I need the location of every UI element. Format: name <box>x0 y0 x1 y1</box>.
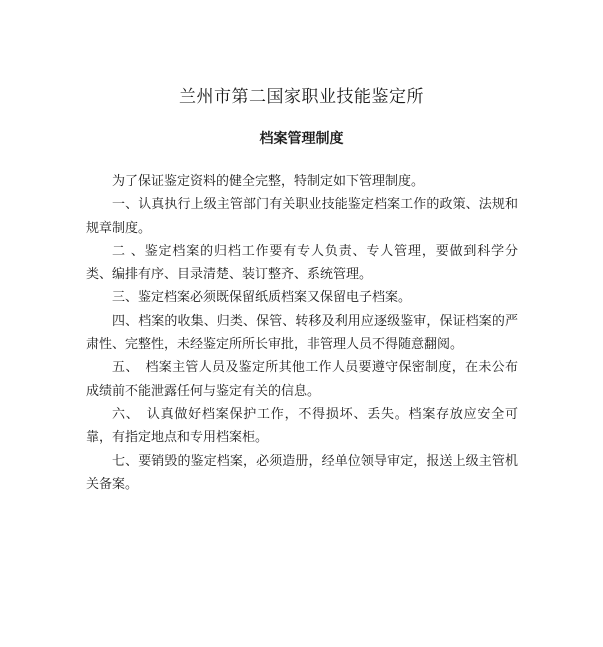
paragraph-rule-1: 一、认真执行上级主管部门有关职业技能鉴定档案工作的政策、法规和规章制度。 <box>86 197 518 236</box>
paragraph-rule-2: 二 、鉴定档案的归档工作要有专人负责、专人管理，要做到科学分类、编排有序、目录清楚、装订整齐、系统管理。 <box>86 243 518 283</box>
paragraph-rule-5: 五、 档案主管人员及鉴定所其他工作人员要遵守保密制度，在未公布成绩前不能泄露任何与鉴定有关的信息。 <box>86 360 518 399</box>
document-title: 兰州市第二国家职业技能鉴定所 <box>179 87 424 107</box>
paragraph-rule-7: 七、要销毁的鉴定档案，必须造册，经单位领导审定，报送上级主管机关备案。 <box>86 453 518 492</box>
document-body <box>86 170 518 496</box>
paragraph-rule-4: 四、档案的收集、归类、保管、转移及利用应逐级鉴审，保证档案的严肃性、完整性，未经鉴定所所长审批，非管理人员不得随意翻阅。 <box>86 313 518 353</box>
document-subtitle: 档案管理制度 <box>259 131 344 147</box>
paragraph-rule-6: 六、 认真做好档案保护工作，不得损坏、丢失。档案存放应安全可靠，有指定地点和专用档案柜。 <box>86 406 518 446</box>
paragraph-rule-3: 三、鉴定档案必须既保留纸质档案又保留电子档案。 <box>112 290 412 306</box>
paragraph-intro: 为了保证鉴定资料的健全完整，特制定如下管理制度。 <box>112 174 425 189</box>
